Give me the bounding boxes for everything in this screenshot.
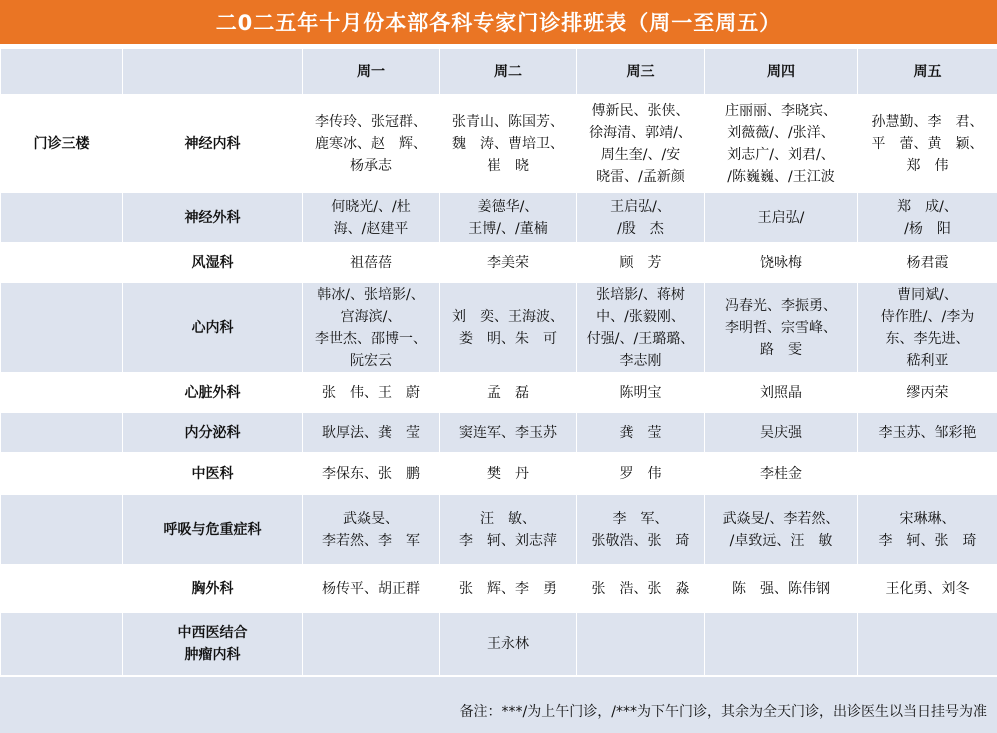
doctor-line: 傅新民、张侠、: [591, 102, 690, 119]
doctor-line: 张 伟、王 蔚: [322, 384, 420, 401]
schedule-cell: [440, 283, 577, 373]
floor-cell: [1, 495, 123, 565]
table-row: [1, 565, 997, 613]
table-row: [1, 613, 997, 676]
doctor-line: 宫海滨/、: [340, 308, 402, 325]
dept-name: [123, 565, 303, 613]
schedule-cell: [440, 95, 577, 193]
schedule-cell: [705, 95, 858, 193]
schedule-cell: [705, 413, 858, 453]
doctor-line: 李美荣: [487, 254, 529, 271]
doctor-line: 陈 强、陈伟钢: [732, 580, 830, 597]
dept-name-line: 肿瘤内科: [184, 647, 241, 663]
schedule-table: [0, 48, 997, 676]
doctor-line: 李若然、李 军: [322, 532, 420, 549]
dept-name-line: 风湿科: [191, 254, 234, 271]
doctor-line: 曹同斌/、: [897, 286, 958, 303]
doctor-line: 杨传平、胡正群: [322, 580, 420, 597]
doctor-line: 李桂金: [760, 465, 802, 482]
doctor-line: 孙慧勤、李 君、: [871, 113, 984, 130]
doctor-line: 崔 晓: [487, 157, 529, 174]
dept-name: [123, 453, 303, 495]
doctor-line: 郑 成/、: [897, 198, 958, 215]
schedule-cell: [577, 95, 705, 193]
schedule-cell: [303, 413, 440, 453]
day-header-mon: 周一: [303, 49, 440, 95]
dept-name: [123, 373, 303, 413]
table-row: [1, 193, 997, 243]
dept-name-line: 内分泌科: [184, 424, 241, 441]
doctor-line: 张敬浩、张 琦: [591, 532, 690, 549]
doctor-line: 李世杰、邵博一、: [315, 330, 427, 347]
schedule-cell: [440, 453, 577, 495]
doctor-line: 徐海清、郭靖/、: [589, 124, 692, 141]
schedule-cell: [705, 495, 858, 565]
doctor-line: 李 军、: [612, 510, 669, 527]
dept-name: [123, 193, 303, 243]
dept-name-line: 心内科: [191, 319, 234, 336]
doctor-line: 李玉苏、邹彩艳: [878, 424, 977, 441]
day-header-tue: 周二: [440, 49, 577, 95]
schedule-cell: [858, 373, 997, 413]
dept-name: [123, 495, 303, 565]
floor-cell: [1, 373, 123, 413]
schedule-cell: [577, 243, 705, 283]
doctor-line: 吴庆强: [760, 424, 802, 441]
doctor-line: 付强/、/王璐璐、: [586, 330, 695, 347]
schedule-cell: [577, 283, 705, 373]
doctor-line: 周生奎/、/安: [600, 146, 681, 163]
doctor-line: 平 蕾、黄 颖、: [871, 135, 984, 152]
doctor-line: 汪 敏、: [480, 510, 536, 527]
doctor-line: 何晓光/、/杜: [331, 198, 411, 215]
table-row: [1, 495, 997, 565]
doctor-line: 晓雷、/孟新颜: [596, 168, 685, 185]
schedule-cell: [858, 95, 997, 193]
doctor-line: 樊 丹: [487, 465, 529, 482]
dept-name-line: 心脏外科: [184, 384, 241, 401]
schedule-cell: [705, 283, 858, 373]
corner-cell: [1, 49, 123, 95]
schedule-cell: [858, 283, 997, 373]
schedule-cell: [440, 243, 577, 283]
schedule-cell: [705, 193, 858, 243]
footnote: 备注：***/为上午门诊，/***为下午门诊，其余为全天门诊，出诊医生以当日挂号为准: [459, 704, 987, 720]
floor-cell: [1, 565, 123, 613]
schedule-cell: [303, 613, 440, 676]
header-row: [1, 49, 997, 95]
schedule-cell: [858, 193, 997, 243]
doctor-line: 顾 芳: [619, 254, 662, 271]
schedule-cell: [705, 565, 858, 613]
schedule-cell: [858, 565, 997, 613]
doctor-line: 宋琳琳、: [899, 510, 956, 527]
doctor-line: 孟 磊: [487, 384, 529, 401]
doctor-line: 张培影/、蒋树: [596, 286, 685, 303]
dept-name-line: 中医科: [191, 465, 234, 482]
doctor-line: 侍作胜/、/李为: [880, 308, 975, 325]
doctor-line: 饶咏梅: [760, 254, 802, 271]
doctor-line: 冯春光、李振勇、: [725, 297, 837, 314]
dept-name: [123, 243, 303, 283]
doctor-line: 庄丽丽、李晓宾、: [725, 102, 837, 119]
doctor-line: 武焱旻、: [343, 510, 399, 527]
doctor-line: 路 雯: [760, 341, 802, 358]
doctor-line: 李 轲、刘志萍: [459, 532, 557, 549]
doctor-line: 娄 明、朱 可: [459, 330, 557, 347]
doctor-line: 李保东、张 鹏: [322, 465, 420, 482]
table-row: [1, 283, 997, 373]
schedule-cell: [577, 613, 705, 676]
doctor-line: 杨君霞: [906, 254, 949, 271]
schedule-cell: [303, 243, 440, 283]
schedule-cell: [440, 373, 577, 413]
doctor-line: 王永林: [487, 636, 529, 652]
table-row: [1, 413, 997, 453]
schedule-cell: [440, 613, 577, 676]
schedule-cell: [303, 495, 440, 565]
doctor-line: 刘志广/、刘君/、: [727, 146, 835, 163]
doctor-line: 阮宏云: [350, 352, 392, 369]
doctor-line: /杨 阳: [904, 220, 951, 237]
schedule-cell: [303, 283, 440, 373]
dept-name: [123, 413, 303, 453]
doctor-line: 张 辉、李 勇: [459, 580, 557, 597]
doctor-line: 中、/张毅刚、: [596, 308, 685, 325]
doctor-line: /陈巍巍、/王江波: [727, 168, 835, 185]
doctor-line: 嵇利亚: [906, 352, 949, 369]
schedule-cell: [705, 243, 858, 283]
doctor-line: 武焱旻/、李若然、: [722, 510, 840, 527]
dept-name-line: 神经外科: [184, 209, 241, 226]
schedule-cell: [303, 565, 440, 613]
doctor-line: /卓致远、汪 敏: [729, 532, 833, 549]
floor-cell: [1, 413, 123, 453]
table-row: [1, 95, 997, 193]
schedule-cell: [858, 495, 997, 565]
doctor-line: 陈明宝: [619, 384, 662, 401]
schedule-cell: [705, 613, 858, 676]
schedule-cell: [858, 453, 997, 495]
doctor-line: 张青山、陈国芳、: [452, 113, 564, 130]
schedule-cell: [577, 453, 705, 495]
doctor-line: 海、/赵建平: [333, 220, 409, 237]
day-header-fri: 周五: [858, 49, 997, 95]
schedule-cell: [440, 565, 577, 613]
schedule-cell: [577, 193, 705, 243]
schedule-cell: [705, 373, 858, 413]
schedule-cell: [577, 495, 705, 565]
dept-name: [123, 613, 303, 676]
floor-label: 门诊三楼: [1, 95, 123, 193]
floor-cell: [1, 453, 123, 495]
dept-header-cell: [123, 49, 303, 95]
floor-cell: [1, 613, 123, 676]
dept-name-line: 呼吸与危重症科: [163, 521, 262, 538]
floor-cell: [1, 283, 123, 373]
dept-name-line: 胸外科: [191, 580, 234, 597]
schedule-cell: [705, 453, 858, 495]
table-row: [1, 243, 997, 283]
schedule-cell: [858, 243, 997, 283]
doctor-line: 东、李先进、: [885, 330, 970, 347]
doctor-line: /殷 杰: [617, 220, 664, 237]
schedule-cell: [577, 373, 705, 413]
doctor-line: 窦连军、李玉苏: [459, 424, 557, 441]
table-row: [1, 453, 997, 495]
doctor-line: 李志刚: [619, 352, 662, 369]
dept-name-line: 中西医结合: [177, 625, 248, 641]
doctor-line: 杨承志: [350, 157, 392, 174]
dept-name: [123, 283, 303, 373]
schedule-cell: [577, 413, 705, 453]
doctor-line: 姜德华/、: [477, 198, 539, 215]
schedule-cell: [440, 495, 577, 565]
doctor-line: 张 浩、张 淼: [591, 580, 690, 597]
doctor-line: 刘 奕、王海波、: [452, 308, 564, 325]
doctor-line: 郑 伟: [906, 157, 949, 174]
schedule-cell: [303, 95, 440, 193]
page-title: 二0二五年十月份本部各科专家门诊排班表（周一至周五）: [0, 0, 997, 46]
schedule-cell: [303, 373, 440, 413]
dept-name: [123, 95, 303, 193]
footer-band: [0, 677, 997, 733]
doctor-line: 龚 莹: [619, 424, 662, 441]
doctor-line: 鹿寒冰、赵 辉、: [315, 135, 427, 152]
day-header-thu: 周四: [705, 49, 858, 95]
schedule-cell: [577, 565, 705, 613]
doctor-line: 魏 涛、曹培卫、: [452, 135, 564, 152]
doctor-line: 王启弘/: [757, 209, 805, 226]
dept-name-line: 神经内科: [184, 135, 241, 152]
doctor-line: 韩冰/、张培影/、: [317, 286, 425, 303]
schedule-cell: [440, 413, 577, 453]
floor-cell: [1, 243, 123, 283]
doctor-line: 耿厚法、龚 莹: [322, 424, 420, 441]
schedule-cell: [303, 193, 440, 243]
day-header-wed: 周三: [577, 49, 705, 95]
doctor-line: 王启弘/、: [610, 198, 671, 215]
doctor-line: 王化勇、刘冬: [885, 580, 970, 597]
doctor-line: 缪丙荣: [906, 384, 949, 401]
doctor-line: 刘照晶: [760, 384, 802, 401]
schedule-cell: [858, 613, 997, 676]
doctor-line: 李 轲、张 琦: [878, 532, 977, 549]
doctor-line: 祖蓓蓓: [350, 254, 392, 271]
doctor-line: 王博/、/董楠: [468, 220, 548, 237]
doctor-line: 罗 伟: [619, 465, 662, 482]
doctor-line: 李明哲、宗雪峰、: [725, 319, 837, 336]
schedule-cell: [303, 453, 440, 495]
doctor-line: 李传玲、张冠群、: [315, 113, 427, 130]
schedule-cell: [440, 193, 577, 243]
schedule-cell: [858, 413, 997, 453]
table-row: [1, 373, 997, 413]
floor-cell: [1, 193, 123, 243]
doctor-line: 刘薇薇/、/张洋、: [727, 124, 835, 141]
